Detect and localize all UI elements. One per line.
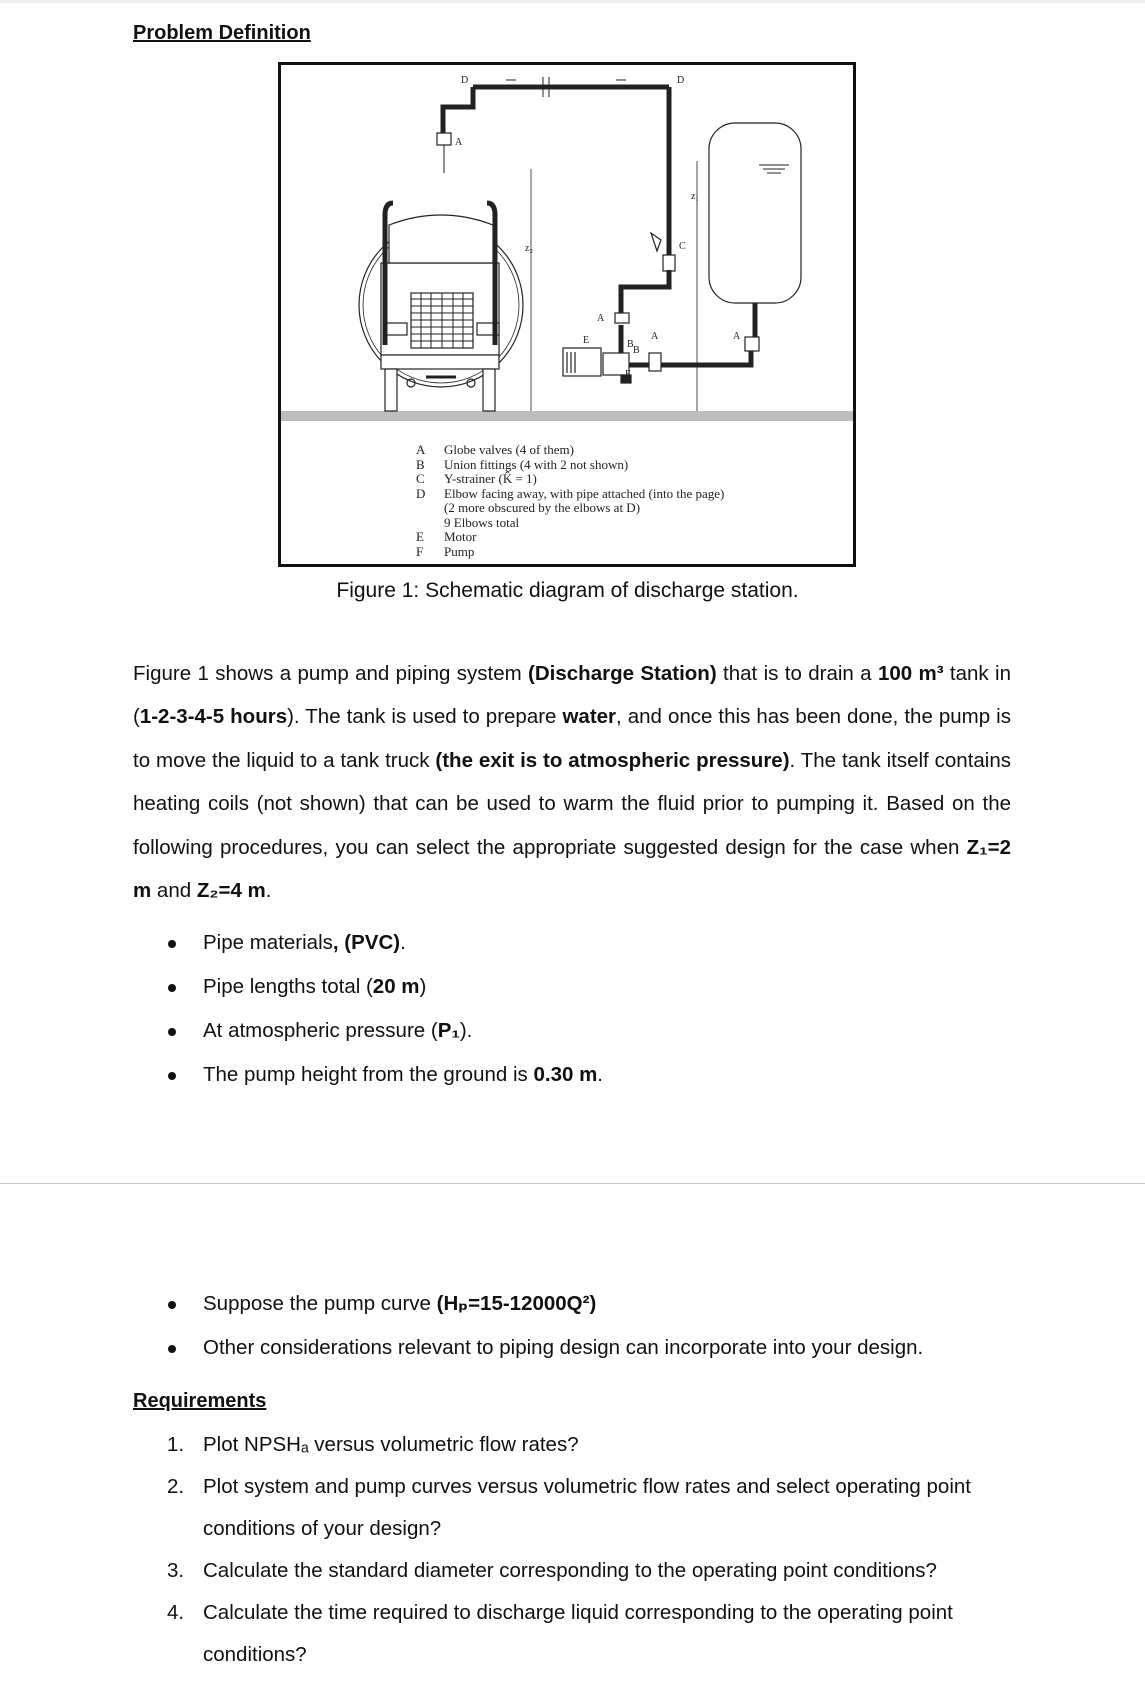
label-f: F (625, 369, 631, 380)
list-item (133, 969, 1033, 1013)
motor (563, 348, 601, 376)
problem-definition-heading: Problem Definition (133, 22, 311, 44)
legend-key: F (416, 543, 424, 559)
para-text: tank in ( (133, 662, 1011, 729)
para-text: ). The tank is used to prepare (287, 705, 563, 729)
item-number: 4. (167, 1601, 185, 1624)
legend-subnote: 9 Elbows total (444, 514, 520, 530)
bullet-bold: , (PVC) (332, 931, 401, 954)
design-conditions-list (133, 925, 1033, 1101)
bullet-text: At atmospheric pressure ( (203, 1019, 438, 1042)
bullet-bold: 0.30 m (533, 1063, 598, 1086)
label-z1: z₁ (691, 191, 699, 202)
figure-caption (0, 579, 1145, 603)
figure-1-frame (278, 62, 856, 567)
list-item (133, 1424, 1033, 1466)
legend-text: Pump (444, 543, 475, 559)
problem-paragraph (133, 652, 1011, 912)
item-text: Plot NPSHₐ versus volumetric flow rates? (203, 1433, 579, 1456)
label-a-mid: A (597, 313, 605, 324)
bullet-bold: 20 m (372, 975, 420, 998)
page-break-divider (0, 1183, 1145, 1184)
legend-key: A (416, 442, 426, 457)
bullet-bold: P₁ (437, 1019, 460, 1042)
label-a-right: A (733, 331, 741, 342)
item-number: 2. (167, 1475, 185, 1498)
legend-key: E (416, 529, 424, 544)
legend-row (416, 443, 724, 458)
para-bold: 100 m³ (877, 662, 944, 685)
bullet-bold: (Hₚ=15-12000Q²) (436, 1292, 597, 1315)
bullet-text: The pump height from the ground is (203, 1063, 534, 1086)
para-text: , and once this has been done, the pump is to move the liquid to a tank truck (133, 705, 1011, 772)
para-bold: Z₂=4 m (196, 879, 266, 903)
bullet-text: ). (459, 1019, 473, 1042)
legend-row (416, 487, 724, 502)
para-text: that is to drain a (716, 662, 878, 685)
label-d-right: D (677, 75, 685, 86)
para-bold: (Discharge Station) (528, 662, 717, 685)
legend-text: Y-strainer (K̂ = 1) (444, 471, 537, 486)
legend-text: Globe valves (4 of them) (444, 442, 574, 457)
legend-key: D (416, 485, 426, 501)
ground-strip (281, 411, 853, 421)
legend-row (416, 472, 724, 487)
list-item (133, 1550, 1033, 1592)
requirements-list (133, 1424, 1033, 1676)
para-bold: Z₁=2 m (133, 835, 1011, 903)
para-text: . The tank itself contains heating coils (not shown) that can be used to warm the fluid prior to pumping it. Based on the following procedures, you can select the appropriate suggested design for the case when (133, 748, 1011, 859)
legend-text: Union fittings (4 with 2 not shown) (444, 456, 629, 472)
pipe-suction-run (629, 351, 751, 365)
item-number: 1. (167, 1433, 185, 1456)
storage-tank (709, 123, 801, 303)
item-number: 3. (167, 1559, 185, 1582)
bullet-text: Other considerations relevant to piping design can incorporate into your design. (203, 1336, 924, 1359)
bullet-text: Pipe lengths total ( (203, 975, 373, 998)
label-d-left: D (461, 75, 469, 86)
bullet-text: ) (419, 975, 427, 998)
item-text: Calculate the standard diameter corresponding to the operating point conditions? (203, 1559, 937, 1582)
legend-row (416, 530, 724, 545)
legend-key: B (416, 456, 425, 472)
legend-subnote: (2 more obscured by the elbows at D) (444, 500, 641, 515)
para-text: . (265, 879, 272, 903)
label-b-right: B (633, 345, 640, 356)
para-bold: 1-2-3-4-5 hours (139, 705, 288, 729)
para-bold: (the exit is to atmospheric pressure) (435, 748, 790, 772)
list-item (133, 1057, 1033, 1101)
list-item (133, 1013, 1033, 1057)
requirements-heading: Requirements (133, 1390, 267, 1412)
list-item (133, 925, 1033, 969)
label-c: C (679, 241, 686, 252)
list-item (133, 1330, 1033, 1374)
para-text: and (151, 879, 197, 903)
top-edge (0, 0, 1145, 3)
figure-legend (416, 443, 724, 559)
label-e: E (583, 335, 590, 346)
legend-row (416, 545, 724, 560)
item-text: Calculate the time required to discharge liquid corresponding to the operating point conditions? (203, 1601, 953, 1666)
label-b-left: B (627, 339, 634, 350)
list-item (133, 1466, 1033, 1550)
para-bold: water (562, 705, 617, 729)
bullet-text: . (597, 1063, 603, 1086)
bullet-text: Suppose the pump curve (203, 1292, 437, 1315)
additional-conditions-list (133, 1286, 1033, 1374)
figure-caption-text: Figure 1: Schematic diagram of discharge station. (336, 579, 799, 602)
label-a-top: A (455, 137, 463, 148)
label-a-valve: A (651, 331, 659, 342)
list-item (133, 1286, 1033, 1330)
bullet-text: . (400, 931, 406, 954)
legend-text: Elbow facing away, with pipe attached (into the page) (444, 485, 725, 501)
item-text: Plot system and pump curves versus volumetric flow rates and select operating point conditions of your design? (203, 1475, 971, 1540)
bullet-text: Pipe materials (203, 931, 333, 954)
legend-text: Motor (444, 529, 477, 544)
para-text: Figure 1 shows a pump and piping system (133, 662, 529, 685)
legend-row (416, 458, 724, 473)
list-item (133, 1592, 1033, 1676)
label-z2: z₂ (525, 243, 533, 254)
legend-key: C (416, 471, 425, 486)
